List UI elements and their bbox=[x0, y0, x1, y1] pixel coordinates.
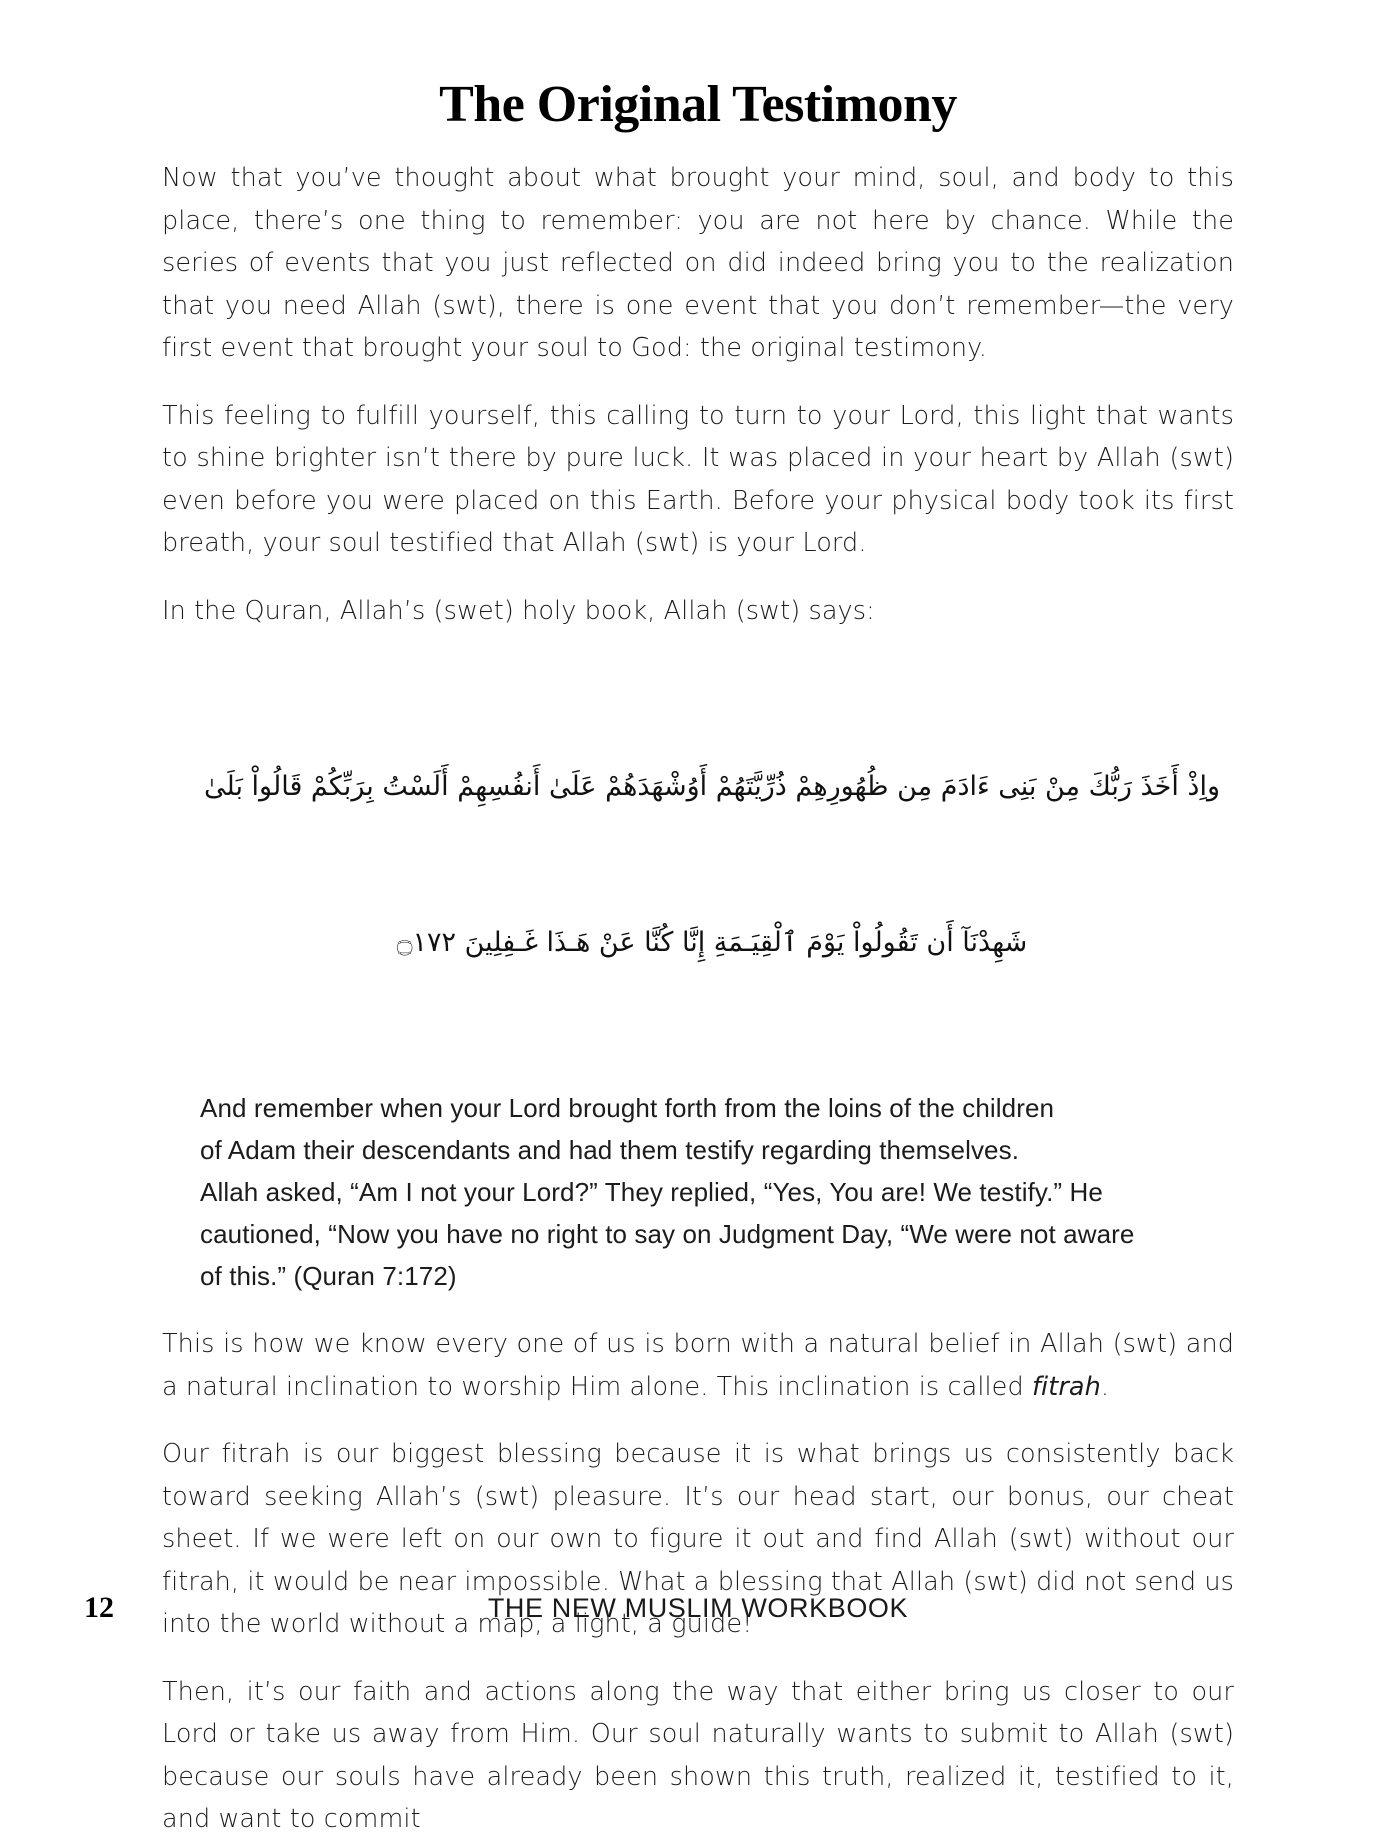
arabic-verse-line-1: واِذْ أَخَذَ رَبُّكَ مِنْ بَنِى ءَادَمَ مِن ظُهُورِهِمْ ذُرِّيَّتَهُمْ أَوُشْهَدَهُمْ عَلَىٰ أَنفُسِهِمْ أَلَسْتُ بِرَبِّكُمْ قَالُواْ بَلَىٰ bbox=[204, 771, 1220, 803]
translation-line-3: Allah asked, “Am I not your Lord?” They replied, “Yes, You are! We testify.” He bbox=[200, 1177, 1103, 1208]
page-footer bbox=[0, 1589, 1396, 1629]
body-paragraph-5: Then, it’s our faith and actions along the way that either bring us closer to our Lord or take us away from Him. Our soul naturally wants to submit to Allah (swt) because our souls have already been shown this truth, realized it, testified to it, and want to commit bbox=[162, 1676, 1234, 1835]
translation-line-4: cautioned, “Now you have no right to say on Judgment Day, “We were not aware bbox=[200, 1219, 1135, 1250]
running-head: THE NEW MUSLIM WORKBOOK bbox=[487, 1593, 909, 1623]
body-paragraph-1: Now that you’ve thought about what brought your mind, soul, and body to this place, there’s one thing to remember: you are not here by chance. While the series of events that you just reflected on did indeed bring you to the realization that you need Allah (swt), there is one event that you don’t remember—the very first event that brought your soul to God: the original testimony. bbox=[162, 163, 1234, 364]
page-content bbox=[162, 133, 1234, 1841]
fitrah-paragraph bbox=[162, 1323, 1234, 1408]
translation-line-2: of Adam their descendants and had them testify regarding themselves. bbox=[200, 1135, 1020, 1166]
translation-line-1: And remember when your Lord brought forth from the loins of the children bbox=[200, 1093, 1055, 1124]
quran-intro-paragraph: In the Quran, Allah’s (swet) holy book, Allah (swt) says: bbox=[162, 595, 875, 626]
quran-quote-block bbox=[162, 657, 1234, 1297]
page-title: The Original Testimony bbox=[439, 76, 957, 133]
body-paragraph-4: Our fitrah is our biggest blessing because it is what brings us consistently back toward seeking Allah’s (swt) pleasure. It’s our head start, our bonus, our cheat sheet. If we were left on our own to figure it out and find Allah (swt) without our fitrah, it would be near impossible. What a blessing that Allah (swt) did not send us into the world without a map, a light, a guide! bbox=[162, 1439, 1234, 1640]
translation-line-5: of this.” (Quran 7:172) bbox=[200, 1261, 457, 1292]
fitrah-paragraph-after: . bbox=[1100, 1371, 1110, 1402]
arabic-verse-line-2: شَهِدْنَآ أَن تَقُولُواْ يَوْمَ ٱلْقِيَـمَةِ إِنَّا كُنَّا عَنْ هَـذَا غَـفِلِينَ ۝١٧٢ bbox=[396, 927, 1028, 959]
arabic-verse bbox=[200, 657, 1234, 1073]
body-paragraph-2: This feeling to fulfill yourself, this calling to turn to your Lord, this light that wants to shine brighter isn’t there by pure luck. It was placed in your heart by Allah (swt) even before you were placed on this Earth. Before your physical body took its first breath, your soul testified that Allah (swt) is your Lord. bbox=[162, 400, 1234, 559]
fitrah-emphasis: fitrah bbox=[1031, 1371, 1101, 1402]
fitrah-paragraph-before: This is how we know every one of us is born with a natural belief in Allah (swt) and a natural inclination to worship Him alone. This inclination is called bbox=[162, 1329, 1234, 1402]
quran-translation bbox=[200, 1087, 1234, 1297]
page-number: 12 bbox=[84, 1591, 114, 1624]
